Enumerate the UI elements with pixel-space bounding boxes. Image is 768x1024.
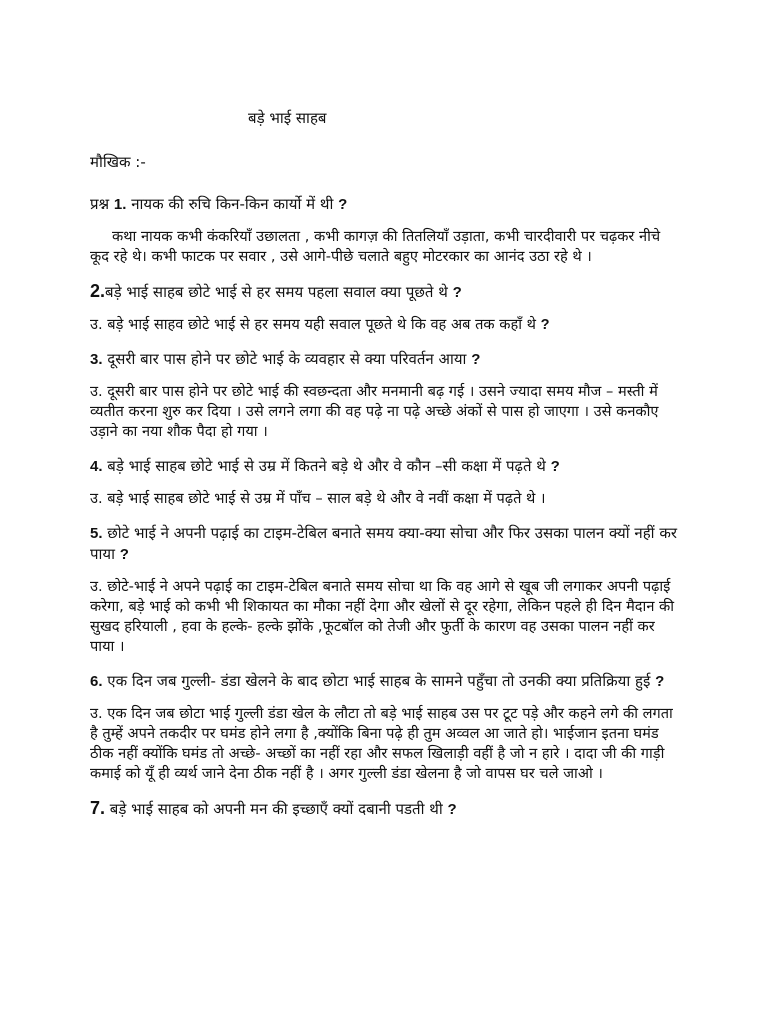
question-text: छोटे भाई ने अपनी पढ़ाई का टाइम-टेबिल बनाते समय क्या-क्या सोचा और फिर उसका पालन क्यों नहीं कर पाया	[90, 524, 677, 563]
question-number: 3.	[90, 351, 103, 368]
question-number: 6.	[90, 673, 103, 690]
question-text: दूसरी बार पास होने पर छोटे भाई के व्यवहार से क्या परिवर्तन आया	[102, 350, 472, 368]
question-6	[90, 671, 680, 692]
question-mark: ?	[119, 546, 129, 563]
answer-5: उ. छोटे-भाई ने अपने पढ़ाई का टाइम-टेबिल बनाते समय सोचा था कि वह आगे से खूब जी लगाकर अपनी पढ़ाई करेगा, बड़े भाई को कभी भी शिकायत का मौका नहीं देगा और खेलों से दूर रहेगा, लेकिन पहले ही दिन मैदान की सुखद हरियाली , हवा के हल्के- हल्के झोंके ,फूटबॉल को तेजी और फुर्ती के कारण वह उसका पालन नहीं कर पाया ।	[90, 578, 675, 655]
question-text: बड़े भाई साहब को अपनी मन की इच्छाएँ क्यों दबानी पडती थी	[105, 800, 448, 818]
question-4	[90, 456, 680, 477]
question-7	[90, 798, 680, 820]
question-2	[90, 281, 680, 303]
document-title: बड़े भाई साहब	[248, 109, 327, 127]
answer-2	[90, 315, 680, 335]
question-mark: ?	[655, 673, 665, 690]
question-prefix: प्रश्न	[90, 195, 114, 213]
question-mark: ?	[550, 458, 560, 475]
question-text: बड़े भाई साहब छोटे भाई से हर समय पहला सवाल क्या पूछते थे	[105, 283, 453, 301]
question-text: नायक की रुचि किन-किन कार्यो में थी	[126, 195, 339, 213]
question-text: बड़े भाई साहब छोटे भाई से उम्र में कितने बड़े थे और वे कौन –सी कक्षा में पढ़ते थे	[102, 457, 551, 475]
question-number: 4.	[90, 458, 103, 475]
answer-text: उ. बड़े भाई साहव छोटे भाई से हर समय यही सवाल पूछते थे कि वह अब तक कहाँ थे	[90, 316, 541, 333]
question-mark: ?	[471, 351, 481, 368]
question-mark: ?	[452, 284, 462, 301]
answer-4: उ. बड़े भाई साहब छोटे भाई से उम्र में पाँच – साल बड़े थे और वे नवीं कक्षा में पढ़ते थे ।	[90, 490, 546, 507]
question-number: 2.	[90, 281, 106, 301]
question-text: एक दिन जब गुल्ली- डंडा खेलने के बाद छोटा भाई साहब के सामने पहुँचा तो उनकी क्या प्रतिक्रिया हुई	[102, 672, 656, 690]
question-5	[90, 523, 680, 565]
question-mark: ?	[338, 196, 348, 213]
question-3	[90, 349, 680, 370]
document-page	[90, 108, 680, 832]
question-number: 5.	[90, 525, 103, 542]
answer-1: कथा नायक कभी कंकरियाँ उछालता , कभी कागज़ की तितलियाँ उड़ाता, कभी चारदीवारी पर चढ़कर नीचे कूद रहे थे। कभी फाटक पर सवार , उसे आगे-पीछे चलाते बहुए मोटरकार का आनंद उठा रहे थे ।	[90, 228, 661, 265]
section-heading: मौखिक :-	[90, 153, 146, 171]
answer-3: उ. दूसरी बार पास होने पर छोटे भाई की स्वछन्दता और मनमानी बढ़ गई । उसने ज्यादा समय मौज – मस्ती में व्यतीत करना शुरु कर दिया । उसे लगने लगा की वह पढ़े ना पढ़े अच्छे अंकों से पास हो जाएगा । उसे कनकौए उड़ाने का नया शौक पैदा हो गया ।	[90, 383, 659, 440]
question-number: 1.	[113, 196, 127, 213]
question-mark: ?	[540, 317, 550, 333]
question-number: 7.	[90, 798, 106, 818]
question-1	[90, 194, 680, 215]
answer-6: उ. एक दिन जब छोटा भाई गुल्ली डंडा खेल के लौटा तो बड़े भाई साहब उस पर टूट पड़े और कहने लगे की लगता है तुम्हें अपने तकदीर पर घमंड होने लगा है ,क्योंकि बिना पढ़े ही तुम अव्वल आ जाते हो। भाईजान इतना घमंड ठीक नहीं क्योंकि घमंड तो अच्छे- अच्छों का नहीं रहा और सफल खिलाड़ी वहीं है जो न हारे । दादा जी की गाड़ी कमाई को यूँ ही व्यर्थ जाने देना ठीक नहीं है । अगर गुल्ली डंडा खेलना है जो वापस घर चले जाओ ।	[90, 705, 673, 782]
question-mark: ?	[447, 801, 457, 818]
